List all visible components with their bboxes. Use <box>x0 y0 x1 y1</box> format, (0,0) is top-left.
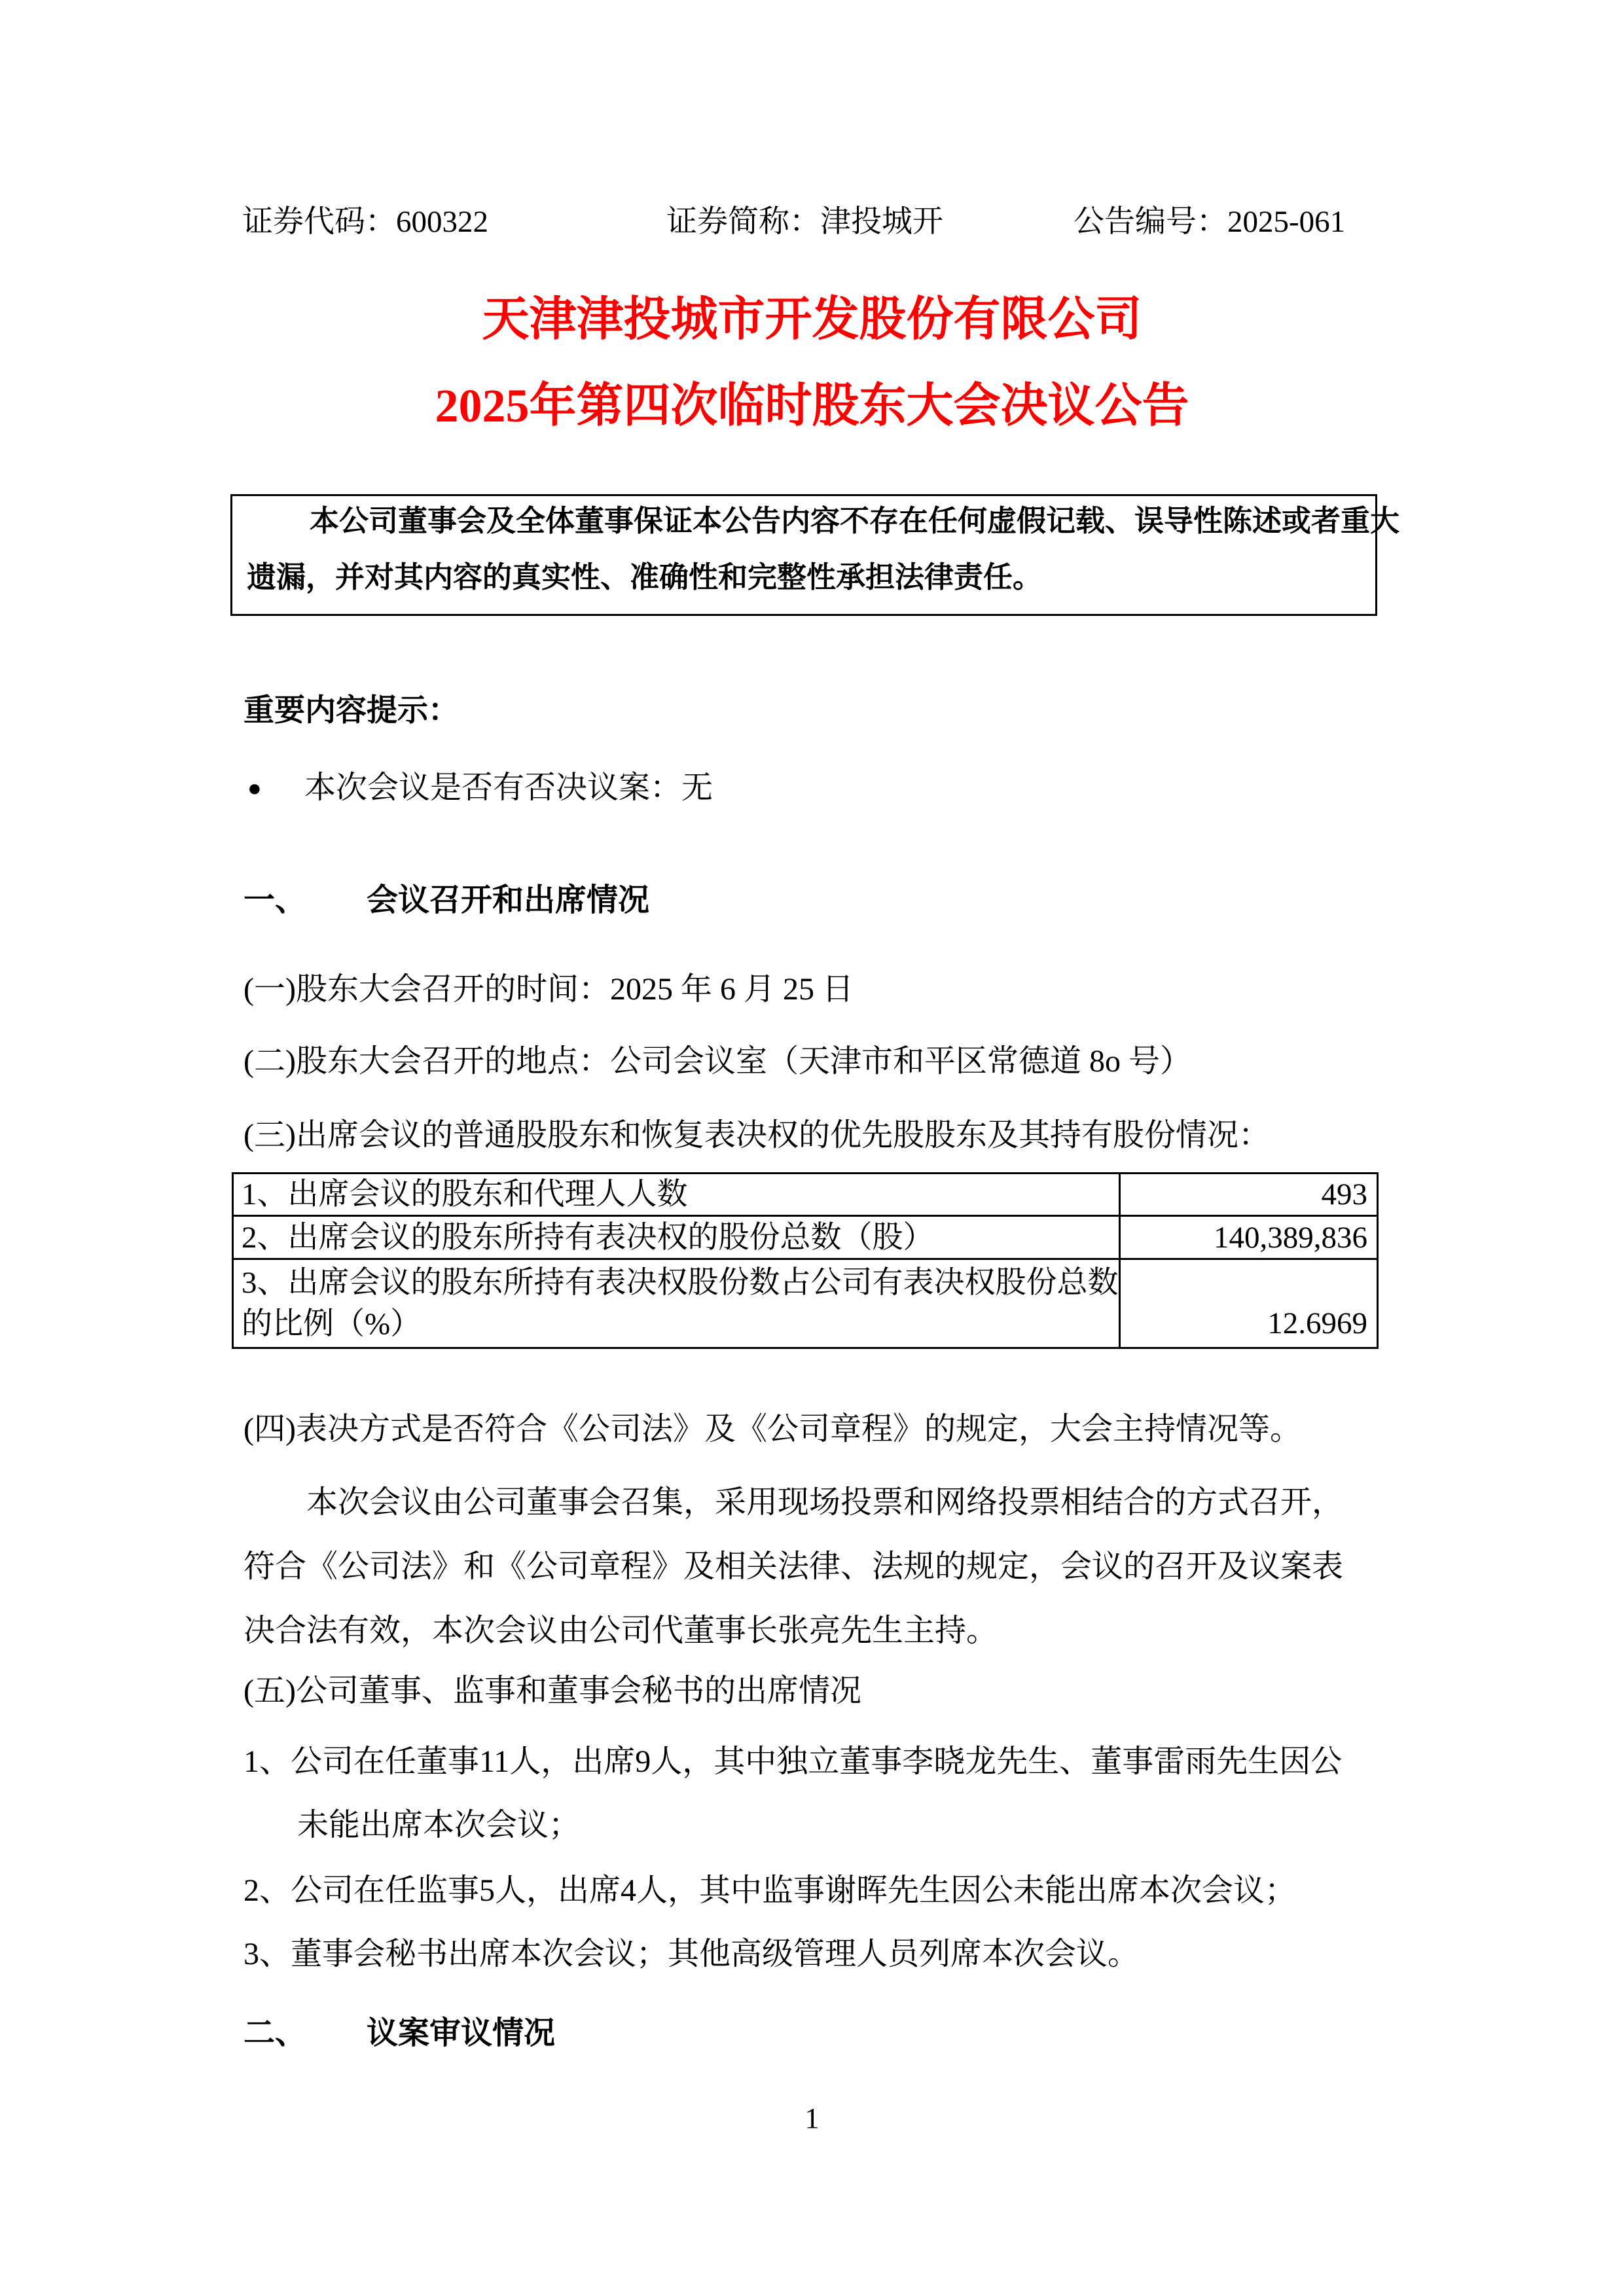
attendance-intro-line: (三)出席会议的普通股股东和恢复表决权的优先股股东及其持有股份情况： <box>244 1118 1270 1153</box>
table-cell-value: 12.6969 <box>1120 1259 1378 1348</box>
supervisors-attendance-line: 2、公司在任监事5人，出席4人，其中监事谢晖先生因公未能出席本次会议； <box>244 1873 1297 1908</box>
announcement-number: 公告编号：2025-061 <box>1074 205 1346 239</box>
announcement-title: 2025年第四次临时股东大会决议公告 <box>435 380 1189 432</box>
disclaimer-box <box>230 494 1400 616</box>
table-cell-label: 3、出席会议的股东所持有表决权股份数占公司有表决权股份总数的比例（%） <box>233 1259 1120 1348</box>
section2-number: 二、 <box>244 2016 307 2051</box>
meeting-convening-paragraph-line2: 符合《公司法》和《公司章程》及相关法律、法规的规定，会议的召开及议案表 <box>244 1549 1344 1584</box>
disclaimer-line-2: 遗漏，并对其内容的真实性、准确性和完整性承担法律责任。 <box>247 561 1043 594</box>
attendance-of-directors-line: (五)公司董事、监事和董事会秘书的出席情况 <box>244 1674 861 1708</box>
table-cell-value: 140,389,836 <box>1120 1216 1378 1259</box>
stock-code: 证券代码：600322 <box>242 205 488 239</box>
meeting-convening-paragraph-line1: 本次会议由公司董事会召集，采用现场投票和网络投票相结合的方式召开， <box>306 1485 1344 1520</box>
table-cell-label: 1、出席会议的股东和代理人人数 <box>233 1174 1120 1216</box>
table-row <box>233 1259 1378 1348</box>
no-vetoed-proposals-note: 本次会议是否有否决议案：无 <box>304 770 713 805</box>
bullet-icon: ● <box>247 775 262 801</box>
directors-attendance-line1: 1、公司在任董事11人，出席9人，其中独立董事李晓龙先生、董事雷雨先生因公 <box>244 1744 1343 1779</box>
meeting-convening-paragraph-line3: 决合法有效，本次会议由公司代董事长张亮先生主持。 <box>244 1613 998 1648</box>
table-row <box>233 1174 1378 1216</box>
table-cell-value: 493 <box>1120 1174 1378 1216</box>
table-cell-label: 2、出席会议的股东所持有表决权的股份总数（股） <box>233 1216 1120 1259</box>
section1-title: 会议召开和出席情况 <box>367 883 650 918</box>
attendance-table <box>232 1172 1379 1349</box>
table-row <box>233 1216 1378 1259</box>
meeting-place-line: (二)股东大会召开的地点：公司会议室（天津市和平区常德道 8o 号） <box>244 1044 1191 1079</box>
meeting-time-line: (一)股东大会召开的时间：2025 年 6 月 25 日 <box>244 972 854 1007</box>
company-name-title: 天津津投城市开发股份有限公司 <box>482 293 1142 346</box>
stock-abbreviation: 证券简称：津投城开 <box>666 205 943 239</box>
disclaimer-line-1: 本公司董事会及全体董事保证本公告内容不存在任何虚假记载、误导性陈述或者重大 <box>310 505 1400 537</box>
secretary-attendance-line: 3、董事会秘书出席本次会议；其他高级管理人员列席本次会议。 <box>244 1937 1140 1971</box>
section2-title: 议案审议情况 <box>367 2016 556 2051</box>
voting-method-line: (四)表决方式是否符合《公司法》及《公司章程》的规定，大会主持情况等。 <box>244 1412 1301 1446</box>
directors-attendance-line2: 未能出席本次会议； <box>297 1808 581 1842</box>
page-number: 1 <box>804 2102 820 2134</box>
section1-number: 一、 <box>244 883 307 918</box>
important-notice-heading: 重要内容提示： <box>244 694 459 728</box>
